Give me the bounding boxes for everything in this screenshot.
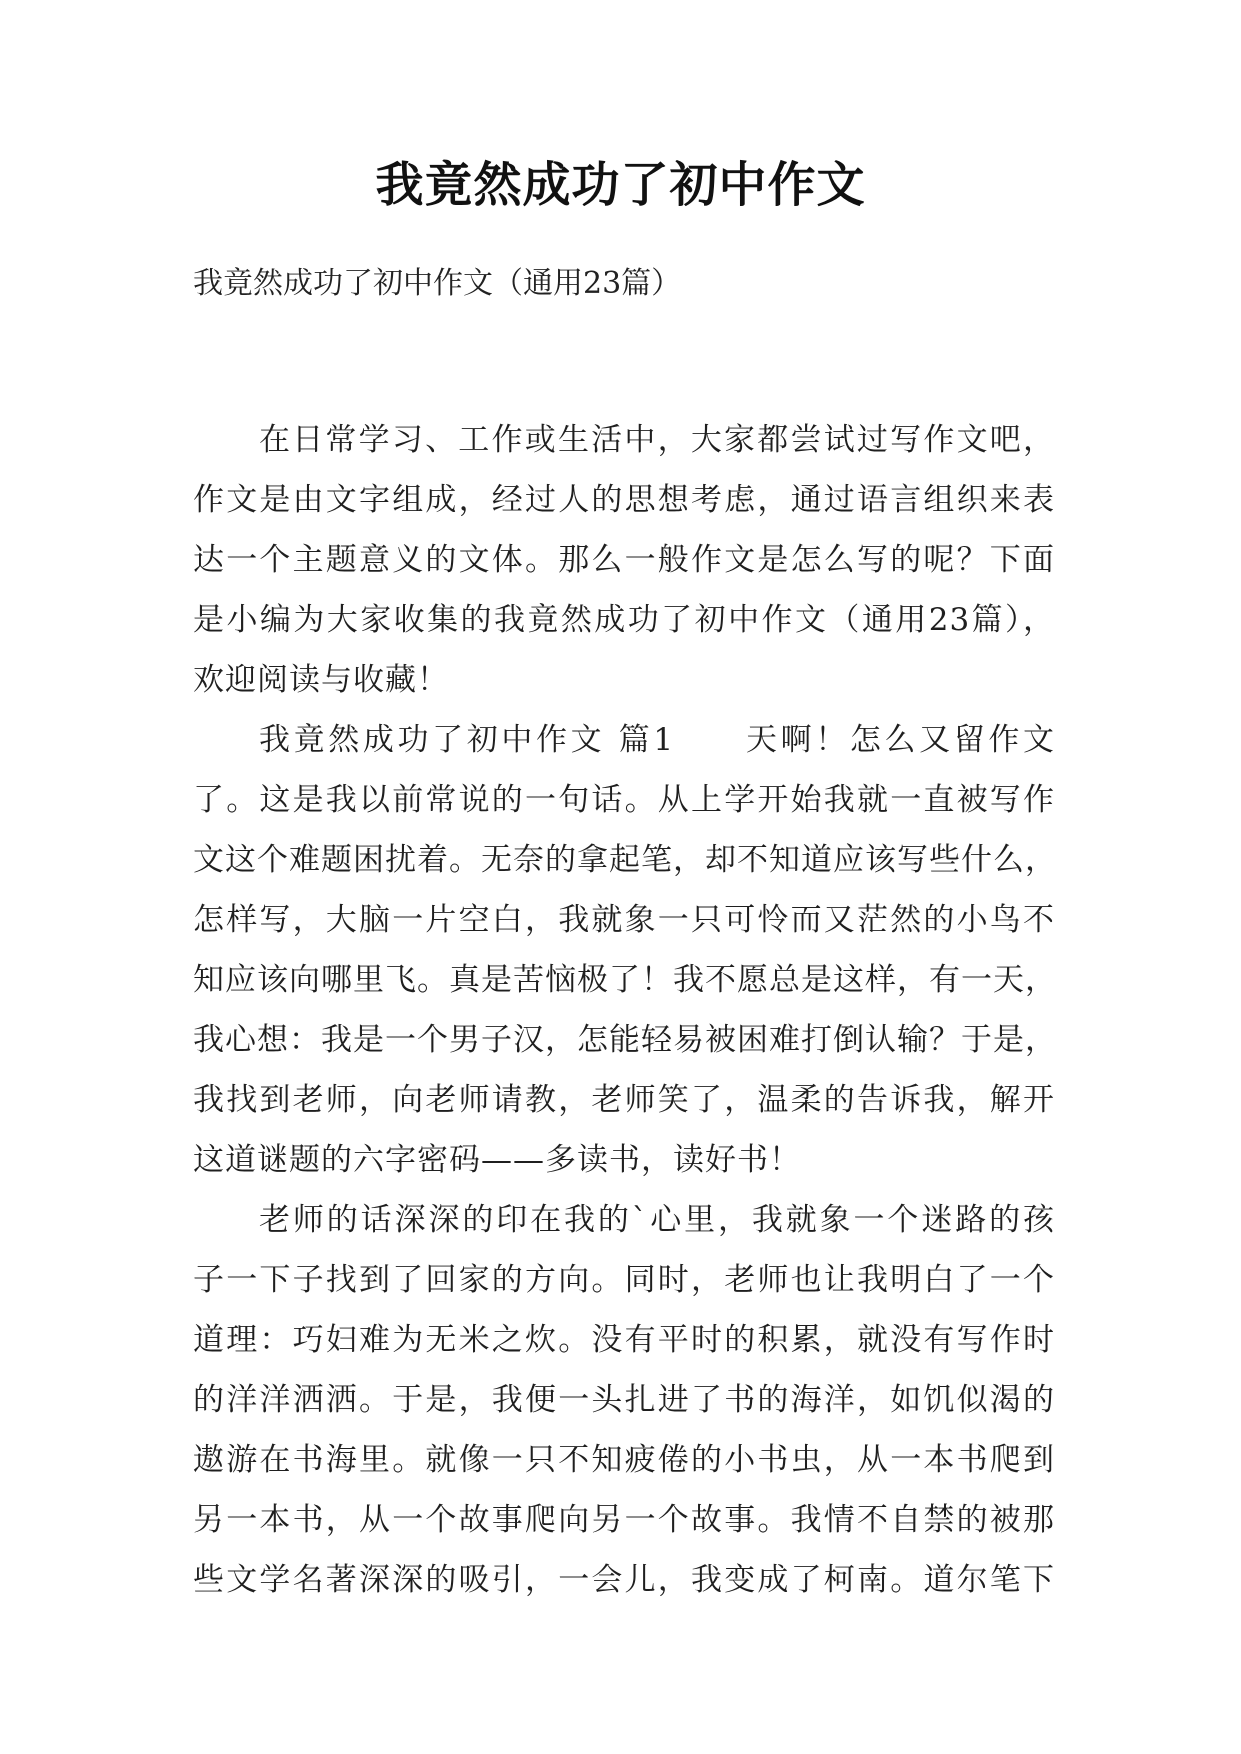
document-body (193, 410, 1055, 1610)
text-line: 这道谜题的六字密码——多读书，读好书！ (193, 1142, 801, 1178)
paragraph-intro (193, 410, 1055, 710)
text-line: 遨游在书海里。就像一只不知疲倦的小书虫，从一本书爬到 (193, 1442, 1055, 1478)
text-line: 道理：巧妇难为无米之炊。没有平时的积累，就没有写作时 (193, 1322, 1055, 1358)
text-line: 文这个难题困扰着。无奈的拿起笔，却不知道应该写些什么， (193, 842, 1057, 878)
text-line: 我找到老师，向老师请教，老师笑了，温柔的告诉我，解开 (193, 1082, 1055, 1118)
document-title: 我竟然成功了初中作文 (375, 157, 866, 213)
text-line: 的洋洋洒洒。于是，我便一头扎进了书的海洋，如饥似渴的 (193, 1382, 1055, 1418)
text-line: 老师的话深深的印在我的`心里，我就象一个迷路的孩 (259, 1202, 1055, 1238)
text-line: 了。这是我以前常说的一句话。从上学开始我就一直被写作 (193, 782, 1055, 818)
text-line: 我心想：我是一个男子汉，怎能轻易被困难打倒认输？于是， (193, 1022, 1057, 1058)
text-line: 怎样写，大脑一片空白，我就象一只可怜而又茫然的小鸟不 (193, 902, 1055, 938)
document-subtitle: 我竟然成功了初中作文（通用23篇） (193, 266, 682, 301)
text-line: 作文是由文字组成，经过人的思想考虑，通过语言组织来表 (193, 482, 1055, 518)
paragraph-essay-2 (193, 1190, 1055, 1610)
text-line: 子一下子找到了回家的方向。同时，老师也让我明白了一个 (193, 1262, 1055, 1298)
text-line: 欢迎阅读与收藏！ (193, 662, 449, 698)
text-line: 我竟然成功了初中作文 篇1 天啊！怎么又留作文 (259, 722, 1055, 758)
text-line: 是小编为大家收集的我竟然成功了初中作文（通用23篇）， (193, 602, 1055, 638)
text-line: 些文学名著深深的吸引，一会儿，我变成了柯南。道尔笔下 (193, 1562, 1055, 1598)
text-line: 知应该向哪里飞。真是苦恼极了！我不愿总是这样，有一天， (193, 962, 1057, 998)
text-line: 达一个主题意义的文体。那么一般作文是怎么写的呢？下面 (193, 542, 1055, 578)
text-line: 另一本书，从一个故事爬向另一个故事。我情不自禁的被那 (193, 1502, 1055, 1538)
text-line: 在日常学习、工作或生活中，大家都尝试过写作文吧， (259, 422, 1055, 458)
paragraph-essay-1 (193, 710, 1055, 1190)
